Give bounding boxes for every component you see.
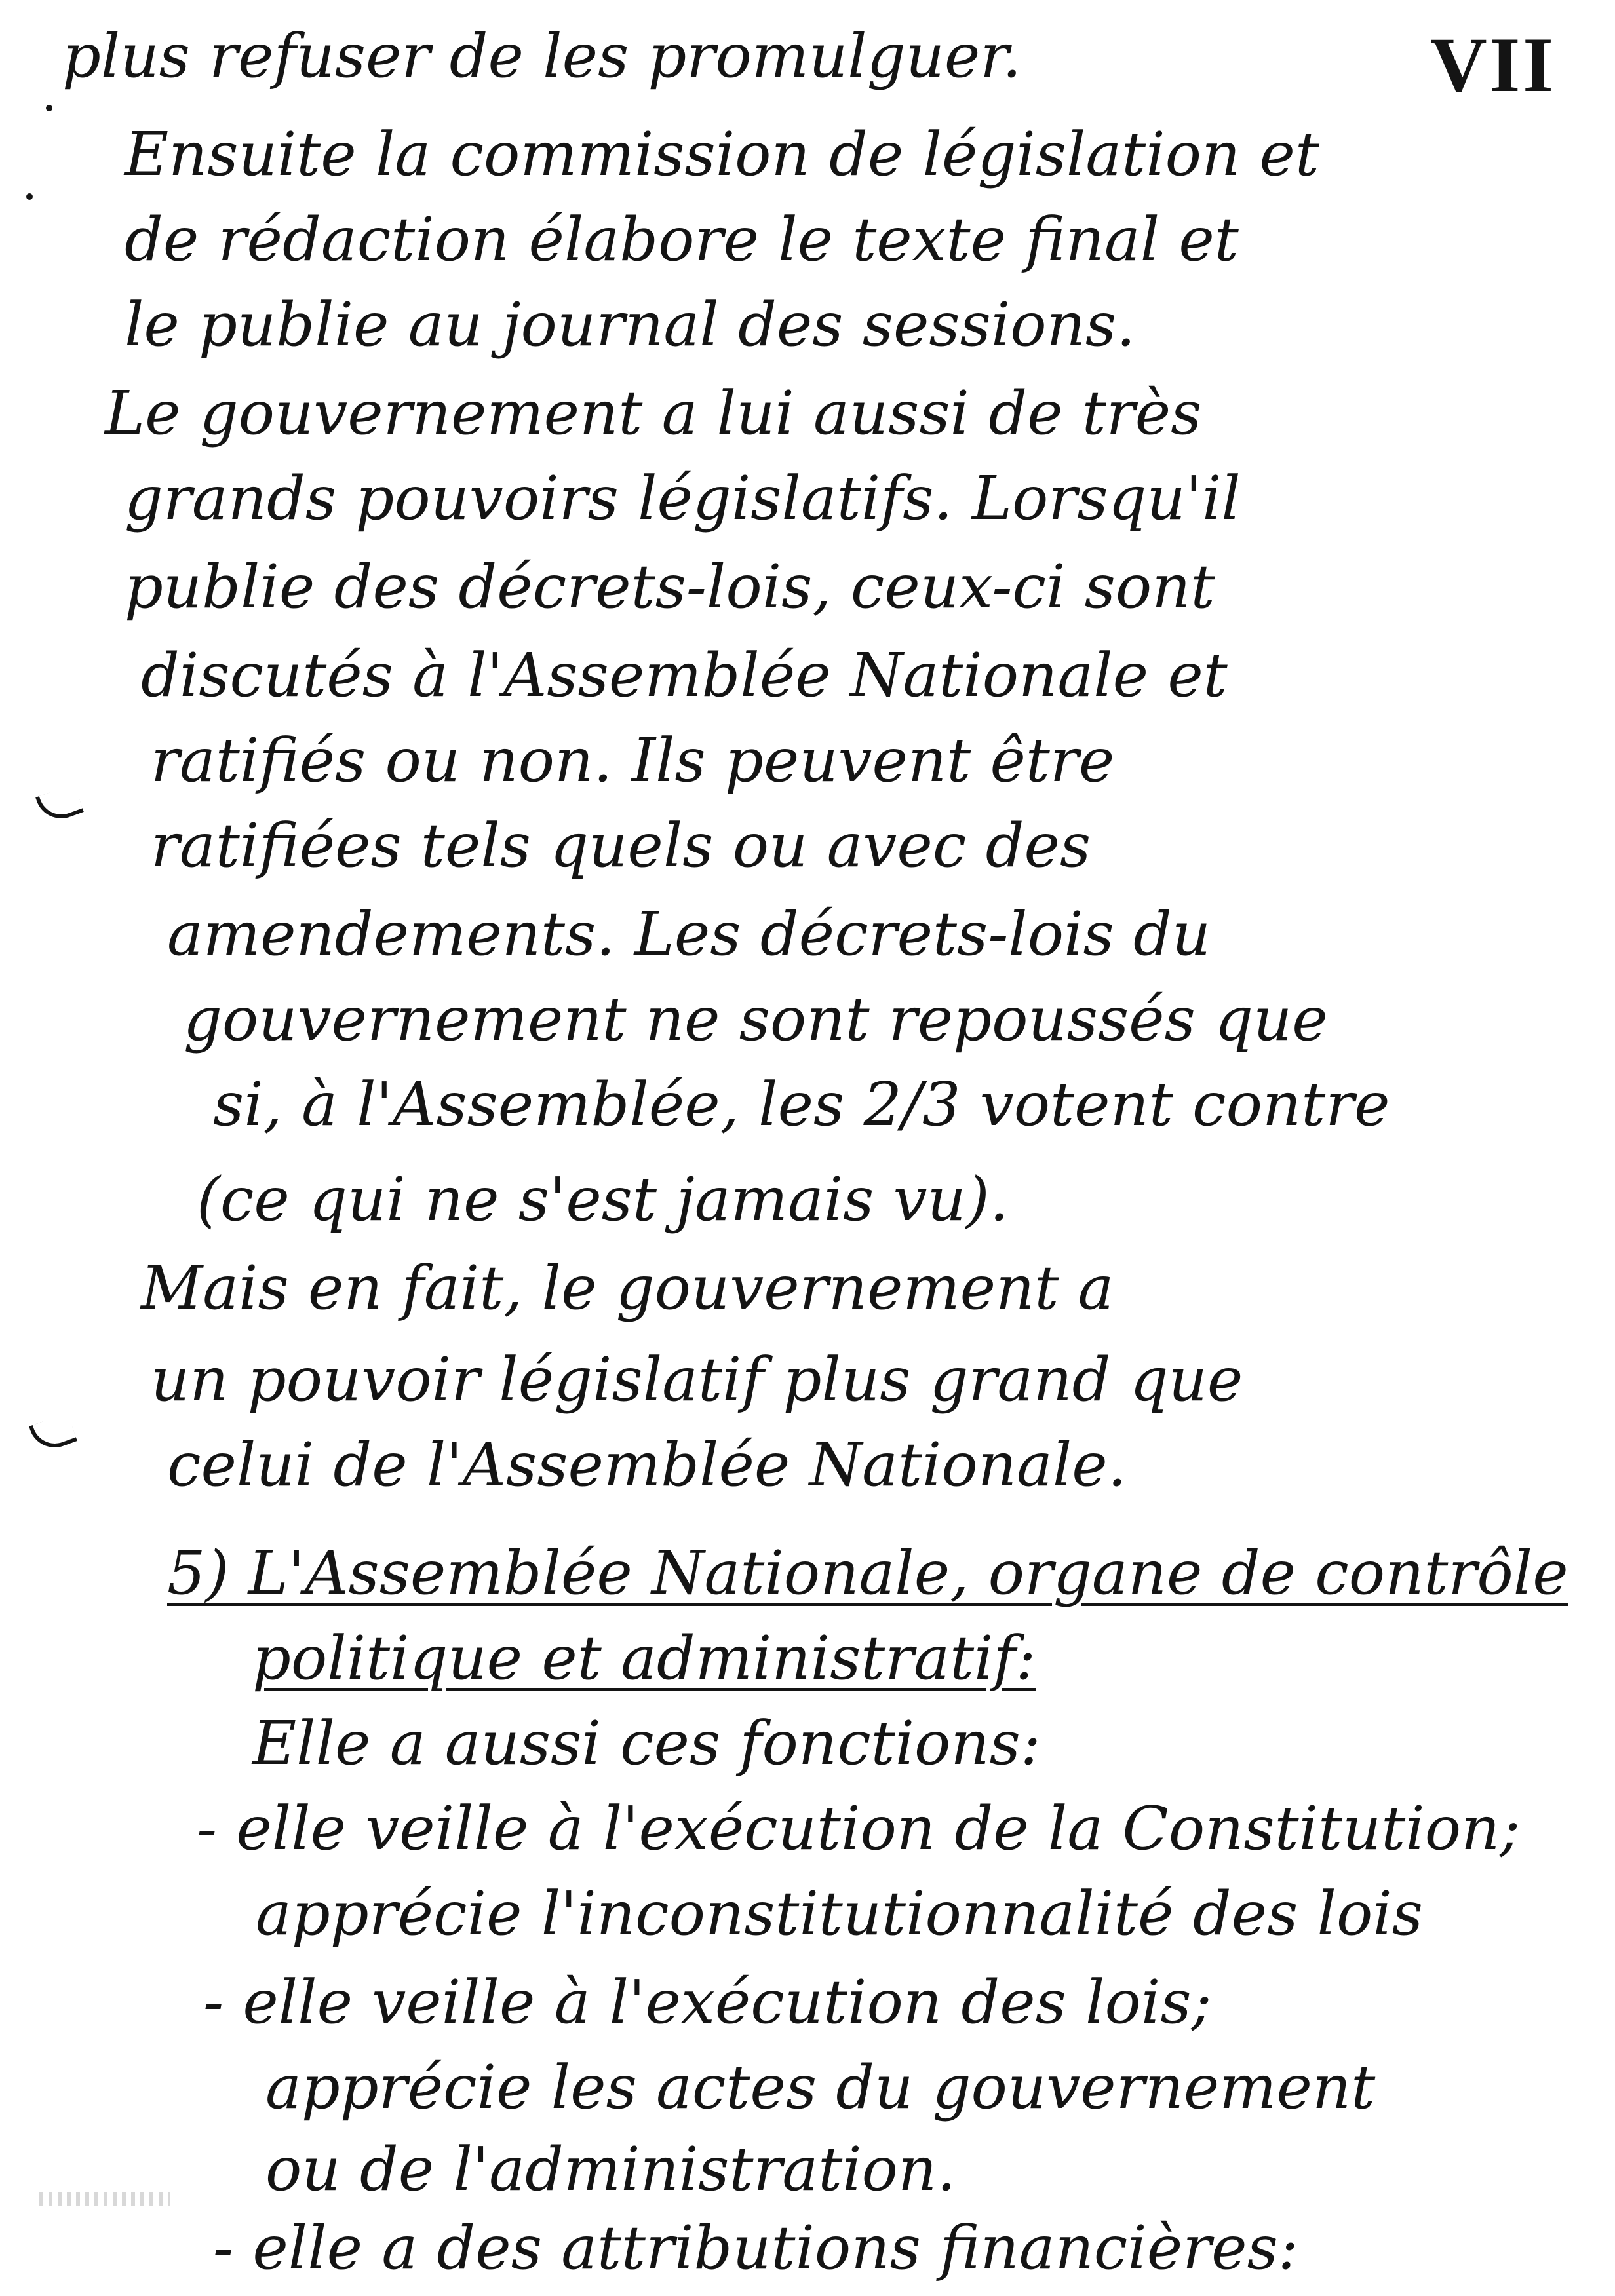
text-line: un pouvoir législatif plus grand que <box>151 1345 1243 1415</box>
list-item: - elle a des attributions financières: <box>213 2213 1298 2283</box>
text-line: ou de l'administration. <box>265 2134 956 2204</box>
margin-check-mark <box>29 1413 77 1455</box>
text-line: Elle a aussi ces fonctions: <box>252 1708 1041 1778</box>
list-item: - elle veille à l'exécution de la Constitution; <box>197 1793 1521 1864</box>
text-line: gouvernement ne sont repoussés que <box>184 984 1328 1054</box>
page-number: VII <box>1430 21 1556 108</box>
text-line: de rédaction élabore le texte final et <box>125 204 1239 275</box>
text-line: amendements. Les décrets-lois du <box>167 899 1211 969</box>
text-line: publie des décrets-lois, ceux-ci sont <box>125 552 1215 622</box>
text-line: Mais en fait, le gouvernement a <box>141 1253 1114 1323</box>
text-line: Le gouvernement a lui aussi de très <box>105 378 1202 448</box>
section-heading: politique et administratif: <box>252 1623 1036 1693</box>
text-line: le publie au journal des sessions. <box>125 290 1136 360</box>
list-item: - elle veille à l'exécution des lois; <box>203 1967 1212 2037</box>
text-line: ratifiées tels quels ou avec des <box>151 811 1091 881</box>
margin-check-mark <box>35 784 84 826</box>
text-line: apprécie les actes du gouvernement <box>265 2052 1376 2122</box>
text-line: celui de l'Assemblée Nationale. <box>167 1430 1127 1500</box>
text-line: Ensuite la commission de législation et <box>125 119 1319 189</box>
text-line: plus refuser de les promulguer. <box>62 21 1022 91</box>
scan-smudge <box>39 2192 170 2206</box>
text-line: grands pouvoirs législatifs. Lorsqu'il <box>125 463 1241 533</box>
text-line: discutés à l'Assemblée Nationale et <box>141 640 1228 710</box>
text-line: (ce qui ne s'est jamais vu). <box>197 1164 1009 1234</box>
text-line: apprécie l'inconstitutionnalité des lois <box>256 1879 1423 1949</box>
section-heading: 5) L'Assemblée Nationale, organe de contrôle <box>167 1538 1568 1608</box>
text-line: ratifiés ou non. Ils peuvent être <box>151 725 1115 795</box>
text-line: si, à l'Assemblée, les 2/3 votent contre <box>213 1069 1390 1139</box>
margin-dot <box>26 193 33 200</box>
margin-dot <box>46 105 52 111</box>
